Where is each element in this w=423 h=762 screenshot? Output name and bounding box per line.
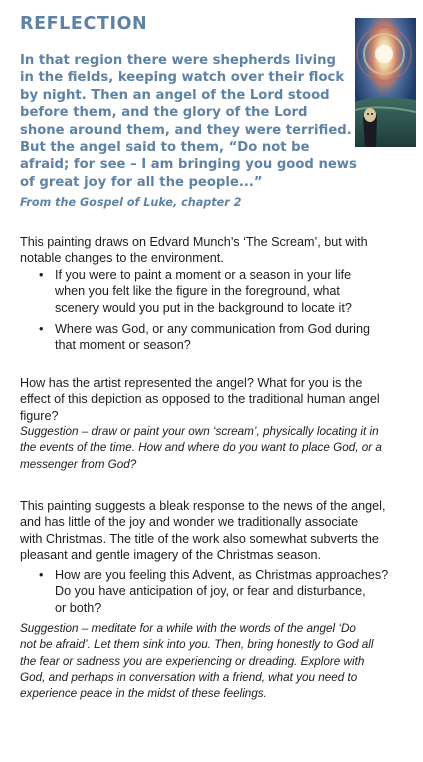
suggestion-line: not be afraid’. Let them sink into you. Then, bring honestly to God all xyxy=(20,638,374,652)
paragraph-line: This painting suggests a bleak response to the news of the angel, xyxy=(20,499,386,513)
paragraph-line: notable changes to the environment. xyxy=(20,251,224,266)
paragraph-line: with Christmas. The title of the work also somewhat subverts the xyxy=(20,531,379,546)
bullet-glyph: • xyxy=(39,568,44,582)
suggestion-line: Suggestion – meditate for a while with the words of the angel ‘Do xyxy=(20,622,356,635)
suggestion-line: the fear or sadness you are experiencing or dreading. Explore with xyxy=(20,654,365,668)
scream-painting-image xyxy=(355,18,416,147)
bullet-item-where-was-god xyxy=(39,321,407,354)
suggestion-line: messenger from God? xyxy=(20,457,137,471)
scripture-line: shone around them, and they were terrified. xyxy=(20,122,352,138)
bullet-line: that moment or season? xyxy=(55,338,191,353)
scripture-line: of great joy for all the people...” xyxy=(20,174,263,190)
suggestion-meditate xyxy=(20,621,415,702)
scripture-line: by night. Then an angel of the Lord stood xyxy=(20,87,330,103)
scripture-line: In that region there were shepherds living xyxy=(20,53,336,68)
paragraph-line: effect of this depiction as opposed to the traditional human angel xyxy=(20,392,380,407)
bullet-line: scenery would you put in the background to locate it? xyxy=(55,300,352,315)
bullet-line: when you felt like the figure in the foreground, what xyxy=(55,284,340,299)
suggestion-line: Suggestion – draw or paint your own ‘scream’, physically locating it in xyxy=(20,425,379,438)
bullet-glyph: • xyxy=(39,322,44,336)
paragraph-munch xyxy=(20,234,410,267)
scripture-line: before them, and the glory of the Lord xyxy=(20,105,308,121)
scripture-line: But the angel said to them, “Do not be xyxy=(20,140,310,156)
bullet-item-paint-moment xyxy=(39,267,407,316)
scripture-quote xyxy=(20,52,357,191)
suggestion-draw-scream xyxy=(20,424,415,473)
paragraph-line: figure? xyxy=(20,408,59,423)
bullet-line: Do you have anticipation of joy, or fear and disturbance, xyxy=(55,584,366,599)
bullet-item-advent-feeling xyxy=(39,567,407,616)
paragraph-line: and has little of the joy and wonder we traditionally associate xyxy=(20,515,359,530)
paragraph-line: This painting draws on Edvard Munch’s ‘The Scream’, but with xyxy=(20,235,368,249)
section-heading: REFLECTION xyxy=(20,14,148,34)
bullet-line: If you were to paint a moment or a season in your life xyxy=(55,268,352,282)
scripture-source: From the Gospel of Luke, chapter 2 xyxy=(20,196,242,209)
suggestion-line: the events of the time. How and where do you want to place God, or a xyxy=(20,441,382,455)
paragraph-angel xyxy=(20,375,410,424)
paragraph-line: pleasant and gentle imagery of the Christmas season. xyxy=(20,547,322,562)
scripture-line: in the fields, keeping watch over their flock xyxy=(20,70,345,86)
bullet-line: Where was God, or any communication from God during xyxy=(55,322,370,336)
bullet-line: How are you feeling this Advent, as Christmas approaches? xyxy=(55,568,389,582)
paragraph-line: How has the artist represented the angel? What for you is the xyxy=(20,376,363,390)
bullet-glyph: • xyxy=(39,268,44,282)
painting-artwork xyxy=(355,18,416,147)
suggestion-line: experience peace in the midst of these feelings. xyxy=(20,687,267,701)
scripture-line: afraid; for see – I am bringing you good news xyxy=(20,157,357,173)
paragraph-bleak-response xyxy=(20,498,410,563)
bullet-line: or both? xyxy=(55,600,102,615)
suggestion-line: God, and perhaps in conversation with a friend, what you need to xyxy=(20,670,358,684)
